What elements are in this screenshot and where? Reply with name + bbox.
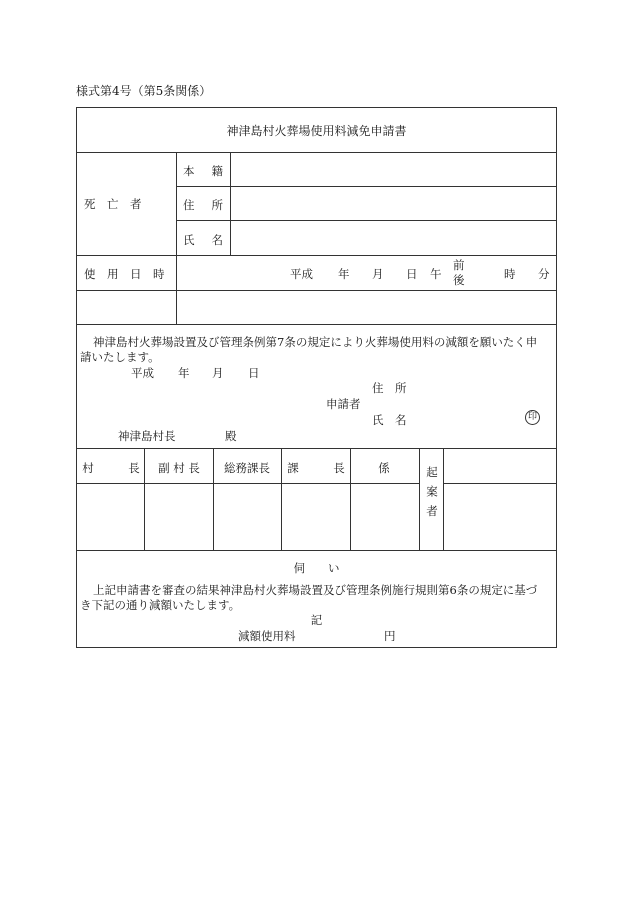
- application-body-line2: 請いたします。: [80, 350, 160, 364]
- addressee: 神津島村長: [118, 429, 176, 443]
- drafter-cell-bottom[interactable]: [445, 485, 555, 548]
- application-month: 月: [212, 366, 224, 380]
- reduction-label: 減額使用料: [238, 629, 296, 643]
- application-year: 年: [178, 366, 190, 380]
- usage-month: 月: [372, 267, 384, 281]
- stamp-cell-section[interactable]: [283, 485, 349, 548]
- application-body-line1: 神津島村火葬場設置及び管理条例第7条の規定により火葬場使用料の減額を願いたく申: [93, 335, 538, 349]
- approval-header-staff: 係: [378, 461, 390, 475]
- name-label: 氏 名: [183, 233, 223, 247]
- approval-header-general: 総務課長: [224, 461, 270, 475]
- honorific: 殿: [225, 429, 237, 443]
- applicant-address-label: 住 所: [372, 381, 407, 395]
- application-era: 平成: [131, 366, 154, 380]
- form-title: 神津島村火葬場使用料減免申請書: [226, 124, 407, 138]
- usage-minute: 分: [538, 267, 550, 281]
- address-field[interactable]: [232, 190, 554, 218]
- yen-label: 円: [384, 629, 396, 643]
- note-label: 記: [310, 613, 323, 627]
- inquiry-body-line2: き下記の通り減額いたします。: [80, 598, 241, 612]
- blank-cell-right[interactable]: [178, 292, 554, 322]
- seal-mark: 印: [525, 410, 540, 425]
- applicant-label: 申請者: [326, 397, 361, 411]
- honseki-field[interactable]: [232, 157, 554, 184]
- approval-header-section: 課 長: [287, 461, 345, 475]
- usage-year: 年: [338, 267, 350, 281]
- stamp-cell-staff[interactable]: [352, 485, 418, 548]
- stamp-cell-deputy[interactable]: [146, 485, 212, 548]
- usage-hour: 時: [504, 267, 516, 281]
- approval-header-mayor: 村 長: [82, 461, 140, 475]
- drafter-label: 起案者: [425, 466, 439, 525]
- address-label: 住 所: [183, 198, 223, 212]
- inquiry-body-line1: 上記申請書を審査の結果神津島村火葬場設置及び管理条例施行規則第6条の規定に基づ: [93, 583, 538, 597]
- stamp-cell-mayor[interactable]: [78, 485, 143, 548]
- honseki-label: 本 籍: [183, 164, 223, 178]
- approval-header-deputy: 副 村 長: [158, 461, 200, 475]
- application-day: 日: [248, 366, 260, 380]
- inquiry-title: 伺 い: [293, 561, 340, 575]
- blank-cell-left[interactable]: [78, 292, 174, 322]
- deceased-label: 死 亡 者: [84, 197, 142, 211]
- usage-pm: 午: [430, 267, 442, 281]
- usage-day: 日: [406, 267, 418, 281]
- name-field[interactable]: [232, 224, 554, 253]
- usage-ampm[interactable]: 前 後: [453, 258, 465, 287]
- stamp-cell-general[interactable]: [215, 485, 280, 548]
- form-number: 様式第4号（第5条関係）: [76, 84, 212, 98]
- usage-era: 平成: [290, 267, 313, 281]
- drafter-cell-top[interactable]: [445, 450, 555, 481]
- usage-label: 使 用 日 時: [84, 267, 165, 281]
- applicant-name-label: 氏 名: [372, 413, 407, 427]
